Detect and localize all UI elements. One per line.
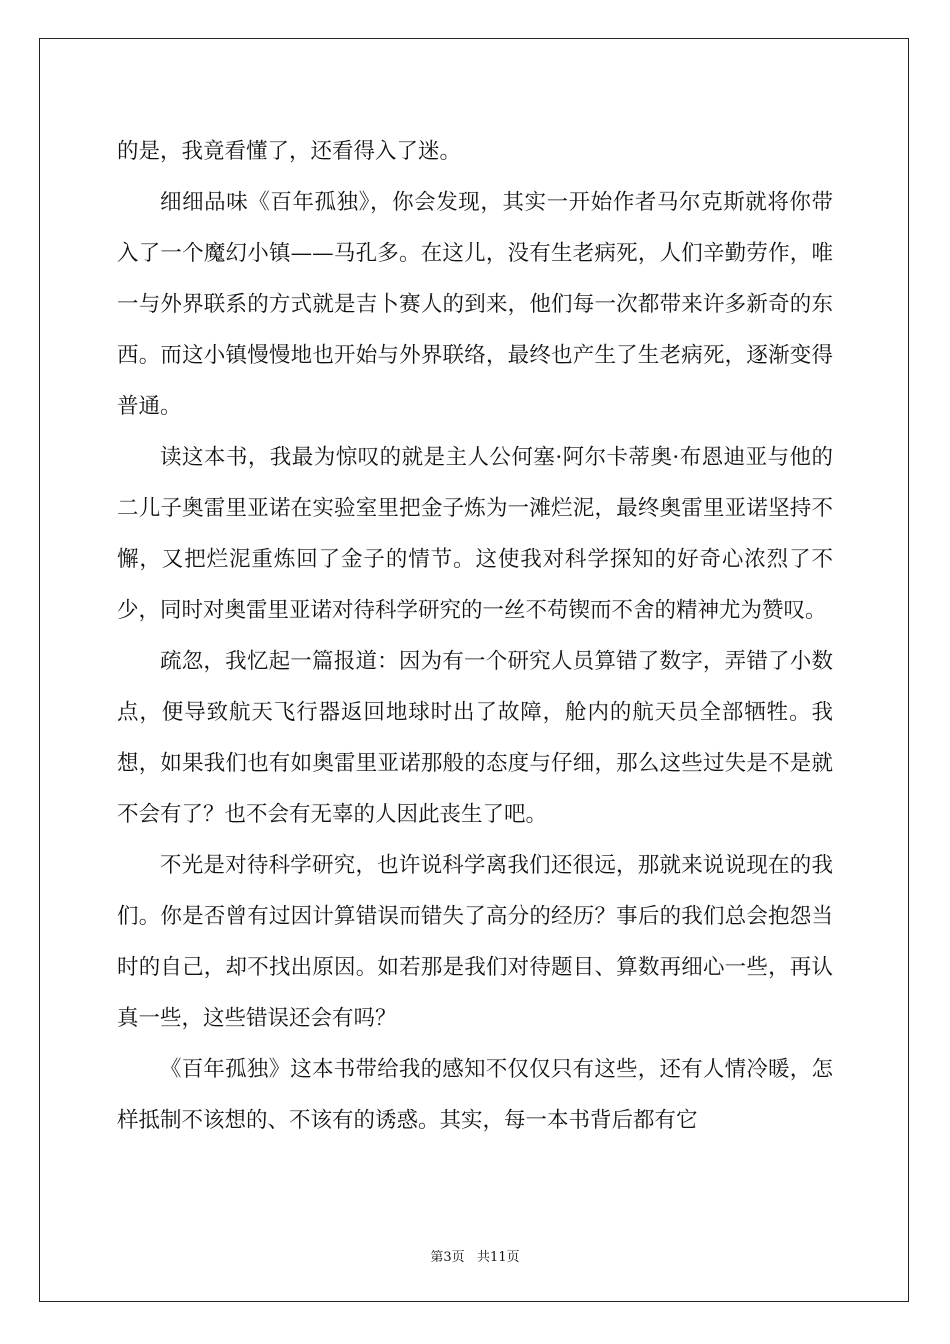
page-number-footer: 第3页 共11页 [430,1250,520,1265]
paragraph-novel-intro: 细细品味《百年孤独》，你会发现，其实一开始作者马尔克斯就将你带入了一个魔幻小镇——马孔多。在这儿，没有生老病死，人们辛勤劳作，唯一与外界联系的方式就是吉卜赛人的到来，他们每一次都带来许多新奇的东西。而这小镇慢慢地也开始与外界联络，最终也产生了生老病死，逐渐变得普通。 [117,190,833,419]
paragraph-daily-life: 不光是对待科学研究，也许说科学离我们还很远，那就来说说现在的我们。你是否曾有过因计算错误而错失了高分的经历？事后的我们总会抱怨当时的自己，却不找出原因。如若那是我们对待题目、算数再细心一些，再认真一些，这些错误还会有吗？ [117,853,833,1031]
paragraph-conclusion: 《百年孤独》这本书带给我的感知不仅仅只有这些，还有人情冷暖，怎样抵制不该想的、不该有的诱惑。其实，每一本书背后都有它 [117,1057,833,1133]
paragraph-continuation: 的是，我竟看懂了，还看得入了迷。 [117,139,462,164]
paragraph-alchemy-scene: 读这本书，我最为惊叹的就是主人公何塞·阿尔卡蒂奥·布恩迪亚与他的二儿子奥雷里亚诺在实验室里把金子炼为一滩烂泥，最终奥雷里亚诺坚持不懈，又把烂泥重炼回了金子的情节。这使我对科学探知的好奇心浓烈了不少，同时对奥雷里亚诺对待科学研究的一丝不苟锲而不舍的精神尤为赞叹。 [117,445,833,623]
document-body [117,126,833,1146]
paragraph-news-report: 疏忽，我忆起一篇报道：因为有一个研究人员算错了数字，弄错了小数点，便导致航天飞行器返回地球时出了故障，舱内的航天员全部牺牲。我想，如果我们也有如奥雷里亚诺那般的态度与仔细，那么这些过失是不是就不会有了？也不会有无辜的人因此丧生了吧。 [117,649,833,827]
